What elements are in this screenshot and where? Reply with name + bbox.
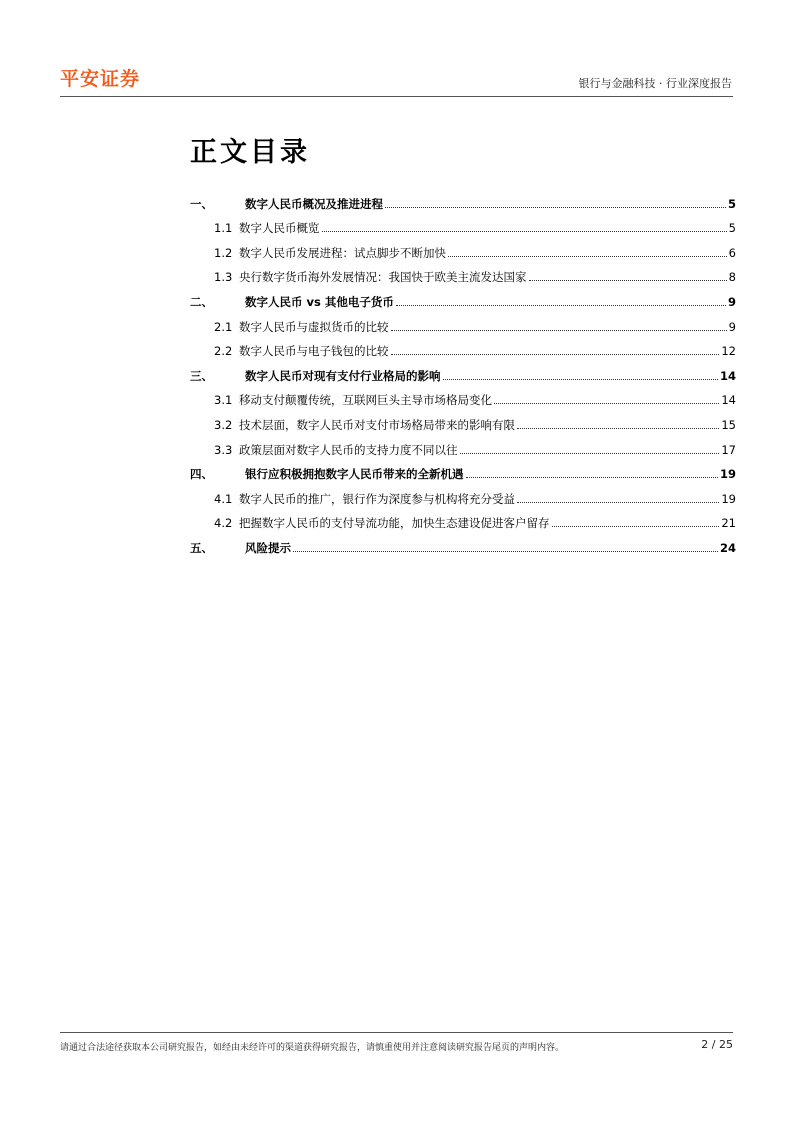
toc-entry[interactable] [190,530,736,555]
toc-entry-title: 数字人民币发展进程：试点脚步不断加快 [239,245,446,260]
toc-entry-title: 技术层面，数字人民币对支付市场格局带来的影响有限 [239,417,515,432]
toc-entry[interactable] [190,284,736,309]
toc-entry-title: 把握数字人民币的支付导流功能，加快生态建设促进客户留存 [239,516,550,531]
toc-entry[interactable] [190,358,736,383]
toc-dot-leader [517,502,719,503]
toc-dot-leader [494,403,719,404]
toc-dot-leader [466,477,718,478]
toc-dot-leader [443,379,718,380]
toc-dot-leader [391,354,720,355]
page-number: 2 / 25 [701,1038,733,1051]
toc-entry[interactable] [190,432,736,457]
toc-entry-page: 6 [728,245,736,260]
toc-entry-number: 3.3 [214,442,233,457]
toc-entry-number: 3.1 [214,393,233,408]
toc-dot-leader [529,280,727,281]
toc-entry[interactable] [190,383,736,408]
toc-entry[interactable] [190,260,736,285]
header-divider [60,96,733,97]
toc-entry-page: 9 [728,319,736,334]
page-title: 正文目录 [190,137,310,168]
toc-entry[interactable] [190,235,736,260]
toc-entry-title: 数字人民币的推广，银行作为深度参与机构将充分受益 [239,491,515,506]
toc-entry-page: 14 [721,393,736,408]
toc-entry-title: 银行应积极拥抱数字人民币带来的全新机遇 [245,467,464,482]
toc-entry-page: 24 [719,540,736,555]
toc-entry-title: 移动支付颠覆传统，互联网巨头主导市场格局变化 [239,393,492,408]
brand-logo: 平安证券 [60,68,141,90]
toc-entry[interactable] [190,211,736,236]
toc-entry-title: 央行数字货币海外发展情况：我国快于欧美主流发达国家 [239,270,527,285]
toc-entry-title: 数字人民币与虚拟货币的比较 [239,319,389,334]
toc-dot-leader [396,305,726,306]
toc-dot-leader [322,231,727,232]
toc-dot-leader [293,551,718,552]
toc-entry[interactable] [190,186,736,211]
toc-entry-number: 1.3 [214,270,233,285]
toc-entry-page: 9 [727,294,736,309]
toc-entry[interactable] [190,481,736,506]
toc-entry-page: 19 [719,467,736,482]
toc-dot-leader [391,330,727,331]
toc-entry[interactable] [190,457,736,482]
toc-entry[interactable] [190,407,736,432]
toc-entry-page: 5 [727,196,736,211]
toc-entry-page: 17 [721,442,736,457]
toc-entry-page: 19 [721,491,736,506]
toc-entry-title: 数字人民币概况及推进进程 [245,196,383,211]
toc-entry-number: 1.1 [214,221,233,236]
toc-entry-title: 风险提示 [245,540,291,555]
toc-entry-page: 21 [721,516,736,531]
toc-entry-number: 四、 [190,467,213,482]
footer-disclaimer: 请通过合法途径获取本公司研究报告，如经由未经许可的渠道获得研究报告，请慎重使用并注意阅读研究报告尾页的声明内容。 [60,1043,565,1053]
toc-dot-leader [460,453,720,454]
toc-dot-leader [385,207,726,208]
toc-entry-number: 二、 [190,294,213,309]
toc-entry-title: 数字人民币 vs 其他电子货币 [245,294,394,309]
toc-entry-number: 三、 [190,368,213,383]
toc-entry-title: 数字人民币概览 [239,221,320,236]
toc-entry-number: 1.2 [214,245,233,260]
toc-dot-leader [552,526,720,527]
toc-entry-number: 2.2 [214,344,233,359]
toc-entry-title: 政策层面对数字人民币的支持力度不同以往 [239,442,458,457]
toc-entry[interactable] [190,309,736,334]
toc-entry-number: 一、 [190,196,213,211]
toc-dot-leader [448,256,727,257]
toc-entry-page: 5 [728,221,736,236]
toc-entry-page: 14 [719,368,736,383]
toc-entry-title: 数字人民币与电子钱包的比较 [239,344,389,359]
toc-entry-number: 4.1 [214,491,233,506]
toc-entry-page: 15 [721,417,736,432]
toc-entry-page: 12 [721,344,736,359]
toc-entry-title: 数字人民币对现有支付行业格局的影响 [245,368,441,383]
toc-entry-number: 2.1 [214,319,233,334]
toc-entry[interactable] [190,334,736,359]
toc-entry-number: 4.2 [214,516,233,531]
footer-divider [60,1032,733,1033]
report-type: 银行与金融科技 · 行业深度报告 [578,77,732,90]
toc-entry-number: 3.2 [214,417,233,432]
toc-entry-page: 8 [728,270,736,285]
toc-entry[interactable] [190,506,736,531]
table-of-contents [190,186,736,555]
toc-entry-number: 五、 [190,540,213,555]
toc-dot-leader [517,428,719,429]
